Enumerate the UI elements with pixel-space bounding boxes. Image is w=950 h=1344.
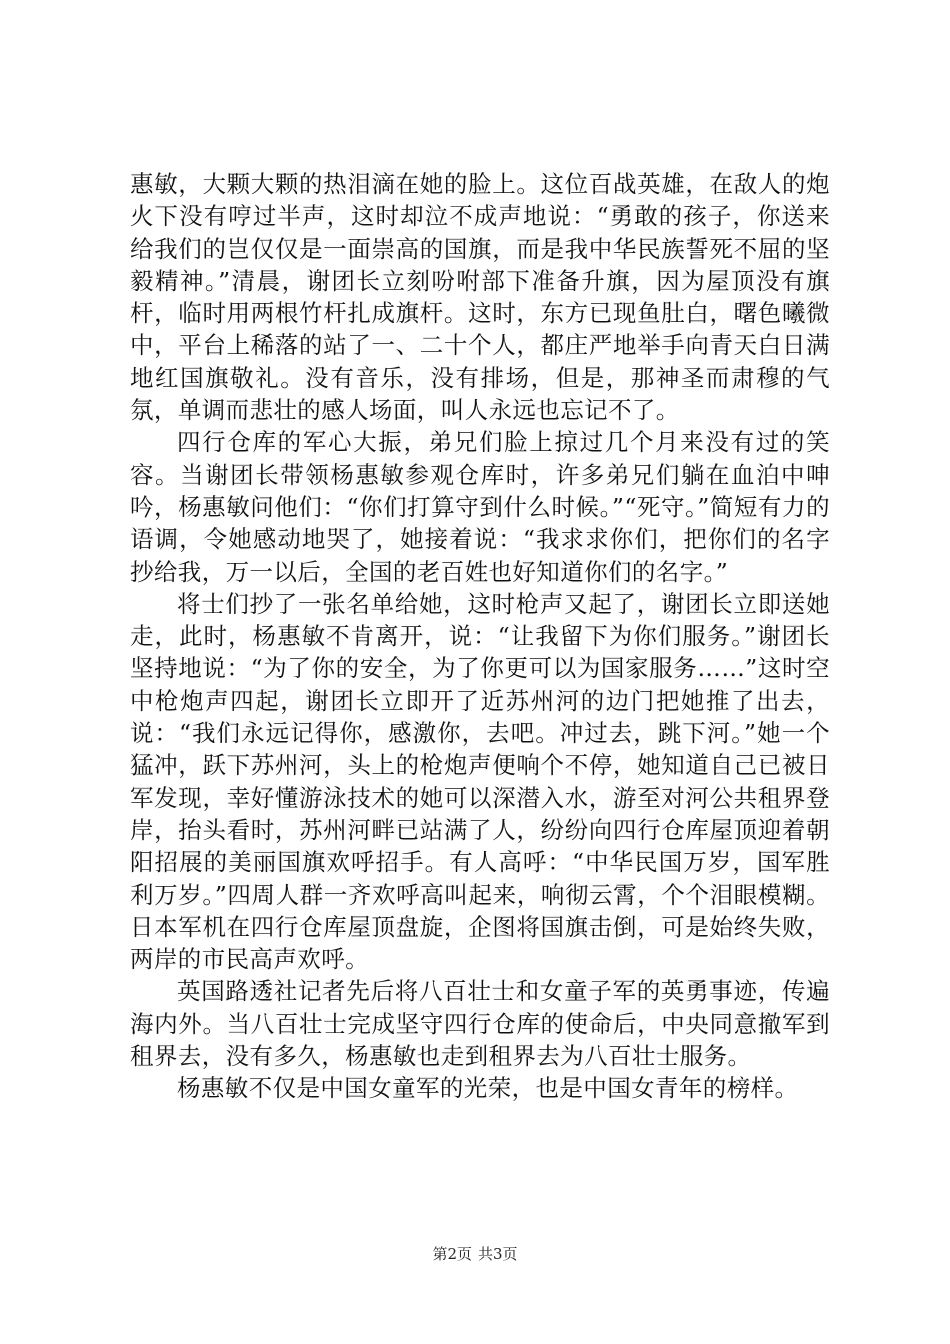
page-total: 共3页 [478,1245,518,1263]
page-footer [0,1244,950,1264]
document-body [130,168,830,1105]
paragraph-5: 杨惠敏不仅是中国女童军的光荣，也是中国女青年的榜样。 [177,1074,799,1103]
paragraph-3: 将士们抄了一张名单给她，这时枪声又起了，谢团长立即送她走，此时，杨惠敏不肯离开，说：“让我留下为你们服务。”谢团长坚持地说：“为了你的安全，为了你更可以为国家服务……”这时空中枪炮声四起，谢团长立即开了近苏州河的边门把她推了出去，说：“我们永远记得你，感激你，去吧。冲过去，跳下河。”她一个猛冲，跃下苏州河，头上的枪炮声便响个不停，她知道自己已被日军发现，幸好懂游泳技术的她可以深潜入水，游至对河公共租界登岸，抬头看时，苏州河畔已站满了人，纷纷向四行仓库屋顶迎着朝阳招展的美丽国旗欢呼招手。有人高呼：“中华民国万岁，国军胜利万岁。”四周人群一齐欢呼高叫起来，响彻云霄，个个泪眼模糊。日本军机在四行仓库屋顶盘旋，企图将国旗击倒，可是始终失败，两岸的市民高声欢呼。 [130,589,830,974]
page-number: 第2页 [432,1245,472,1263]
paragraph-1: 惠敏，大颗大颗的热泪滴在她的脸上。这位百战英雄，在敌人的炮火下没有哼过半声，这时却泣不成声地说：“勇敢的孩子，你送来给我们的岂仅仅是一面崇高的国旗，而是我中华民族誓死不屈的坚毅精神。”清晨，谢团长立刻吩咐部下准备升旗，因为屋顶没有旗杆，临时用两根竹杆扎成旗杆。这时，东方已现鱼肚白，曙色曦微中，平台上稀落的站了一、二十个人，都庄严地举手向青天白日满地红国旗敬礼。没有音乐，没有排场，但是，那神圣而肃穆的气氛，单调而悲壮的感人场面，叫人永远也忘记不了。 [130,170,830,425]
paragraph-2: 四行仓库的军心大振，弟兄们脸上掠过几个月来没有过的笑容。当谢团长带领杨惠敏参观仓库时，许多弟兄们躺在血泊中呻吟，杨惠敏问他们：“你们打算守到什么时候。”“死守。”简短有力的语调，令她感动地哭了，她接着说：“我求求你们，把你们的名字抄给我，万一以后，全国的老百姓也好知道你们的名字。” [130,428,830,586]
paragraph-4: 英国路透社记者先后将八百壮士和女童子军的英勇事迹，传遍海内外。当八百壮士完成坚守四行仓库的使命后，中央同意撤军到租界去，没有多久，杨惠敏也走到租界去为八百壮士服务。 [130,977,830,1071]
